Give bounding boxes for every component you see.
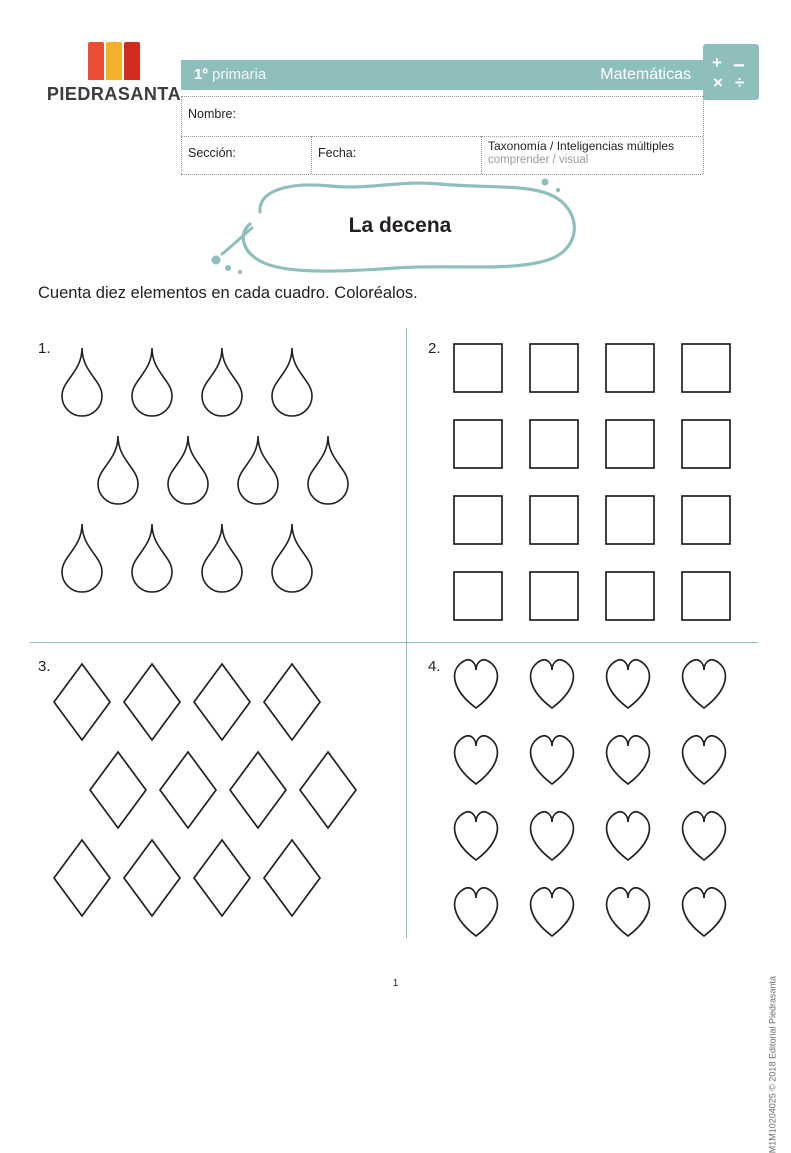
exercise-number: 2. — [428, 340, 441, 357]
divider-line — [181, 136, 703, 137]
subject-title: Matemáticas — [600, 66, 691, 83]
rhombus-group[interactable] — [30, 650, 400, 950]
exercise-number: 3. — [38, 658, 51, 675]
divider-line — [181, 96, 182, 174]
teardrop-group[interactable] — [30, 332, 400, 632]
exercise-1 — [30, 332, 400, 632]
page-number: 1 — [392, 978, 399, 989]
divider-line — [703, 96, 704, 174]
fecha-label: Fecha: — [318, 146, 357, 160]
subject-bar — [305, 60, 703, 90]
exercise-grid — [30, 328, 758, 938]
divider-line — [311, 136, 312, 174]
grade-tag — [181, 60, 305, 90]
grid-horizontal-divider — [30, 642, 758, 643]
grade-number: 1º — [194, 66, 208, 83]
divide-icon: ÷ — [735, 73, 745, 92]
nombre-label: Nombre: — [188, 107, 236, 121]
plus-icon: + — [712, 53, 722, 72]
seccion-label: Sección: — [188, 146, 236, 160]
taxonomy-value: comprender / visual — [488, 154, 589, 166]
square-group[interactable] — [420, 332, 790, 632]
heart-group[interactable] — [420, 650, 790, 950]
exercise-4 — [420, 650, 790, 950]
math-operations-icon — [703, 44, 759, 100]
brand-logo — [44, 42, 184, 105]
divider-line — [481, 136, 482, 174]
page-title: La decena — [348, 214, 452, 237]
divider-line — [181, 174, 703, 175]
teardrop-shapes[interactable] — [30, 332, 400, 622]
times-icon: × — [713, 73, 723, 92]
flag-icon — [88, 42, 140, 80]
exercise-2 — [420, 332, 790, 632]
instruction-text: Cuenta diez elementos en cada cuadro. Coloréalos. — [38, 284, 418, 302]
heart-shapes[interactable] — [450, 654, 790, 944]
divider-line — [181, 96, 703, 97]
taxonomy-label: Taxonomía / Inteligencias múltiples — [488, 139, 675, 153]
copyright-credit: M1M10204025 © 2018 Editorial Piedrasanta — [767, 976, 777, 1153]
grade-label: primaria — [212, 66, 267, 83]
minus-icon: − — [733, 55, 745, 77]
rhombus-shapes[interactable] — [30, 650, 400, 940]
square-shapes[interactable] — [452, 340, 791, 630]
title-banner — [200, 176, 600, 280]
exercise-number: 1. — [38, 340, 51, 357]
grid-vertical-divider — [406, 328, 407, 938]
exercise-3 — [30, 650, 400, 950]
brand-name: PIEDRASANTA — [46, 84, 182, 104]
exercise-number: 4. — [428, 658, 441, 675]
